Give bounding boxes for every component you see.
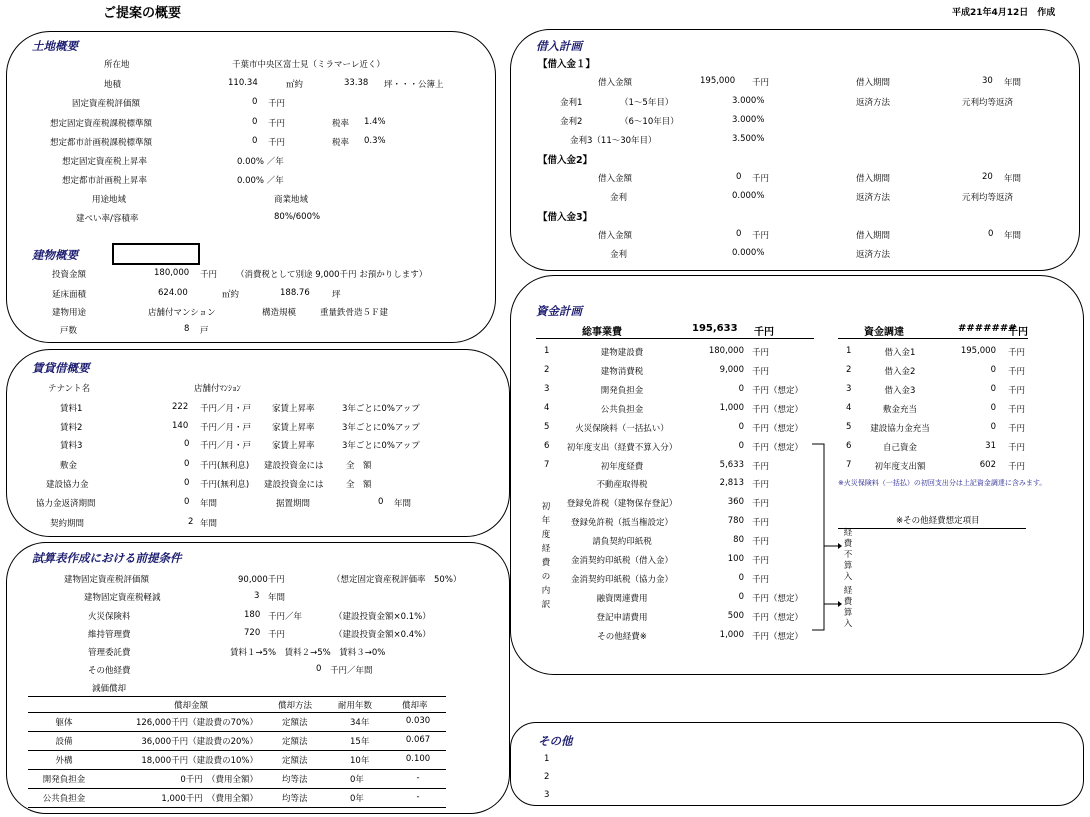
breakdown-row-value: 0 <box>738 573 744 583</box>
rent1-label: 賃料1 <box>60 404 83 414</box>
dep-table-top-rule <box>28 696 446 697</box>
rent2-unit: 千円／月・戸 <box>200 423 252 433</box>
dep-row-rule <box>28 750 446 751</box>
breakdown-row-label: 金消契約印紙税（借入金） <box>570 556 673 566</box>
breakdown-row-value: 780 <box>727 516 744 526</box>
city-std-value: 0 <box>252 136 258 146</box>
bldg-tax-note: （想定固定資産税評価率 50%） <box>332 575 462 585</box>
dep-row-name: 外構 <box>55 756 73 766</box>
dep-row-name: 開発負担金 <box>42 775 86 785</box>
breakdown-row-unit: 千円 <box>752 480 770 490</box>
land-section-title: 土地概要 <box>32 39 78 53</box>
dep-row-rate: 0.067 <box>405 735 431 745</box>
cost-row-label: 初年度経費 <box>600 462 644 472</box>
cost-total: 195,633 <box>692 323 738 334</box>
raise-row-value: 602 <box>979 460 996 470</box>
l2-rate-label: 金利 <box>610 193 628 203</box>
raise-row-label: 初年度支出額 <box>874 462 926 472</box>
l3-method-label: 返済方法 <box>856 250 891 260</box>
breakdown-row-unit: 千円 <box>752 575 770 585</box>
city-rise-value: 0.00% ／年 <box>237 176 284 186</box>
rent2-rise-value: 3年ごとに0%アップ <box>342 423 420 433</box>
dep-row-name: 公共負担金 <box>42 794 86 804</box>
l1-amount-unit: 千円 <box>752 78 770 88</box>
ratio-label: 建ぺい率/容積率 <box>76 214 139 224</box>
dep-row-rule <box>28 769 446 770</box>
dep-row-rate: - <box>416 773 420 783</box>
cost-row-value: 0 <box>738 441 744 451</box>
bracket-label-excluded: 経費不算入 <box>843 528 853 582</box>
breakdown-row-value: 2,813 <box>719 478 744 488</box>
maint-note: （建設投資金額×0.4%） <box>334 630 431 640</box>
raise-row-label: 建設協力金充当 <box>870 424 930 434</box>
l1-rate2-term: （6～10年目） <box>620 117 679 127</box>
raise-row-unit: 千円 <box>1008 386 1026 396</box>
dep-row-rate: 0.100 <box>405 754 431 764</box>
fire-insurance-note: ※火災保険料（一括払）の初回支出分は上記資金調達に含みます。 <box>838 479 1047 487</box>
cost-row-no: 7 <box>544 460 550 470</box>
cost-note: （消費税として別途 9,000千円 お預かりします） <box>236 270 428 280</box>
l2-amount-value: 0 <box>736 172 742 182</box>
l3-rate-value: 0.000% <box>732 248 765 258</box>
cost-row-no: 6 <box>544 441 550 451</box>
units-unit: 戸 <box>200 326 209 336</box>
bldg-red-label: 建物固定資産税軽減 <box>84 593 161 603</box>
l3-period-unit: 年間 <box>1004 231 1022 241</box>
other-exp-label: その他経費 <box>88 666 131 676</box>
units-value: 8 <box>184 324 190 334</box>
dep-row-method: 均等法 <box>282 794 308 804</box>
cost-unit: 千円 <box>200 270 218 280</box>
city-rate-value: 0.3% <box>364 136 386 146</box>
cost-row-unit: 千円 <box>752 462 770 472</box>
cost-value: 180,000 <box>154 268 190 278</box>
l2-amount-unit: 千円 <box>752 174 770 184</box>
l1-rate2-label: 金利2 <box>560 117 583 127</box>
zone-label: 用途地域 <box>92 195 127 205</box>
l1-rate1-value: 3.000% <box>732 96 765 106</box>
raise-row-unit: 千円 <box>1008 405 1026 415</box>
grace-label: 据置期間 <box>276 499 311 509</box>
rent2-rise-label: 家賃上昇率 <box>272 423 315 433</box>
dep-row-amount: 1,000千円 （費用全額） <box>161 794 258 804</box>
raise-row-value: 0 <box>990 422 996 432</box>
area-m2-unit: ㎡約 <box>286 80 304 90</box>
others-panel <box>510 722 1084 806</box>
cost-row-label: 初年度支出（経費不算入分） <box>566 443 678 453</box>
cost-row-unit: 千円 <box>752 367 770 377</box>
dep-row-method: 定額法 <box>282 756 308 766</box>
breakdown-row-value: 500 <box>727 611 744 621</box>
rent1-unit: 千円／月・戸 <box>200 404 252 414</box>
city-std-unit: 千円 <box>268 138 286 148</box>
others-item-1: 1 <box>544 754 550 764</box>
l1-rate3-label: 金利3（11～30年目） <box>570 136 657 146</box>
l1-rate2-value: 3.000% <box>732 115 765 125</box>
units-label: 戸数 <box>60 326 78 336</box>
l3-amount-unit: 千円 <box>752 231 770 241</box>
l1-period-unit: 年間 <box>1004 78 1022 88</box>
fire-unit: 千円／年 <box>268 612 303 622</box>
cost-row-no: 2 <box>544 365 550 375</box>
floor-tsubo: 188.76 <box>280 288 310 298</box>
dep-row-rule <box>28 807 446 808</box>
mgmt-value: 賃料１→5% 賃料２→5% 賃料３→0% <box>230 648 386 658</box>
dep-row-method: 定額法 <box>282 718 308 728</box>
funds-section-title: 資金計画 <box>536 304 582 318</box>
raise-row-value: 0 <box>990 403 996 413</box>
dep-row-name: 躯体 <box>55 718 73 728</box>
dep-row-amount: 0千円 （費用全額） <box>180 775 258 785</box>
page-title: ご提案の概要 <box>103 6 182 21</box>
l2-method-value: 元利均等返済 <box>962 193 1014 203</box>
maint-label: 維持管理費 <box>88 630 131 640</box>
cost-row-value: 5,633 <box>719 460 744 470</box>
l2-period-value: 20 <box>982 172 993 182</box>
rent1-value: 222 <box>172 402 189 412</box>
l1-rate1-term: （1～5年目） <box>620 98 674 108</box>
cost-row-unit: 千円 <box>752 348 770 358</box>
breakdown-row-unit: 千円（想定） <box>752 613 804 623</box>
l3-amount-label: 借入金額 <box>598 231 633 241</box>
fixed-std-label: 想定固定資産税課税標準額 <box>50 119 153 129</box>
rent2-label: 賃料2 <box>60 423 83 433</box>
loan1-title: 【借入金１】 <box>538 59 596 70</box>
area-m2: 110.34 <box>228 78 258 88</box>
loan-panel <box>510 29 1080 271</box>
breakdown-row-label: 請負契約印紙税 <box>592 537 652 547</box>
breakdown-row-label: 金消契約印紙税（協力金） <box>570 575 673 585</box>
cost-row-unit: 千円（想定） <box>752 405 804 415</box>
coop-period-value: 0 <box>184 497 190 507</box>
others-item-2: 2 <box>544 772 550 782</box>
breakdown-vertical-label: 初年度経費の内訳 <box>541 502 551 610</box>
others-item-3: 3 <box>544 790 550 800</box>
grace-unit: 年間 <box>394 499 412 509</box>
dep-row-years: 10年 <box>350 756 370 766</box>
fixed-rate-label: 税率 <box>332 119 350 129</box>
raise-row-label: 敷金充当 <box>882 405 917 415</box>
cost-title: 総事業費 <box>582 327 622 338</box>
raise-row-value: 0 <box>990 365 996 375</box>
creation-date: 平成21年4月12日 作成 <box>952 8 1056 18</box>
dep-row-years: 34年 <box>350 718 370 728</box>
breakdown-row-label: 登録免許税（建物保存登記） <box>566 499 678 509</box>
dep-row-rule <box>28 731 446 732</box>
cost-row-no: 1 <box>544 346 550 356</box>
fixed-std-value: 0 <box>252 117 258 127</box>
fixed-rise-label: 想定固定資産税上昇率 <box>62 157 148 167</box>
l3-amount-value: 0 <box>736 229 742 239</box>
rent3-rise-value: 3年ごとに0%アップ <box>342 441 420 451</box>
l1-amount-value: 195,000 <box>700 76 736 86</box>
deposit-note2: 全 額 <box>346 461 372 471</box>
city-rate-label: 税率 <box>332 138 350 148</box>
breakdown-row-unit: 千円 <box>752 518 770 528</box>
raise-row-no: 4 <box>846 403 852 413</box>
dep-row-amount: 18,000千円（建設費の10%） <box>141 756 258 766</box>
coop-unit: 千円(無利息) <box>200 480 250 490</box>
rent2-value: 140 <box>172 421 189 431</box>
rent3-unit: 千円／月・戸 <box>200 441 252 451</box>
breakdown-row-label: 登録免許税（抵当権設定） <box>570 518 673 528</box>
ratio-value: 80%/600% <box>274 212 321 222</box>
fixed-rate-value: 1.4% <box>364 117 386 127</box>
raise-row-no: 7 <box>846 460 852 470</box>
raise-row-label: 借入金3 <box>884 386 916 396</box>
location-label: 所在地 <box>104 60 130 70</box>
raise-row-no: 1 <box>846 346 852 356</box>
l1-method-label: 返済方法 <box>856 98 891 108</box>
raise-total: ####### <box>958 323 1017 334</box>
fixed-rise-value: 0.00% ／年 <box>237 157 284 167</box>
fire-label: 火災保険料 <box>88 612 131 622</box>
bldg-red-unit: 年間 <box>268 593 286 603</box>
others-section-title: その他 <box>538 734 573 748</box>
rent3-rise-label: 家賃上昇率 <box>272 441 315 451</box>
cost-row-unit: 千円（想定） <box>752 424 804 434</box>
other-exp-value: 0 <box>316 664 322 674</box>
rent1-rise-value: 3年ごとに0%アップ <box>342 404 420 414</box>
coop-period-label: 協力金返済期間 <box>36 499 96 509</box>
bldg-red-value: 3 <box>254 591 260 601</box>
loan3-title: 【借入金3】 <box>538 212 593 223</box>
dep-row-amount: 36,000千円（建設費の20%） <box>141 737 258 747</box>
floor-m2-unit: ㎡約 <box>222 290 240 300</box>
other-cost-rule <box>838 528 1026 529</box>
cost-row-value: 0 <box>738 422 744 432</box>
city-rise-label: 想定都市計画税上昇率 <box>62 176 148 186</box>
cost-row-label: 建物建設費 <box>600 348 644 358</box>
floor-label: 延床面積 <box>52 290 87 300</box>
dep-header-rate: 償却率 <box>402 701 428 711</box>
l3-period-value: 0 <box>988 229 994 239</box>
breakdown-row-unit: 千円（想定） <box>752 632 804 642</box>
dep-row-rate: - <box>416 792 420 802</box>
other-exp-unit: 千円／年間 <box>330 666 373 676</box>
coop-note1: 建設投資金には <box>264 480 324 490</box>
zone-value: 商業地域 <box>274 195 309 205</box>
dep-header-method: 償却方法 <box>278 701 313 711</box>
l2-amount-label: 借入金額 <box>598 174 633 184</box>
cost-row-value: 0 <box>738 384 744 394</box>
lease-section-title: 賃貸借概要 <box>32 361 90 375</box>
raise-row-label: 自己資金 <box>882 443 917 453</box>
breakdown-row-label: 登記申請費用 <box>596 613 648 623</box>
cost-total-unit: 千円 <box>754 327 774 338</box>
l1-period-value: 30 <box>982 76 993 86</box>
mgmt-label: 管理委託費 <box>88 648 131 658</box>
cost-row-value: 9,000 <box>719 365 744 375</box>
dep-row-years: 0年 <box>350 775 364 785</box>
coop-label: 建設協力金 <box>46 480 89 490</box>
raise-row-no: 5 <box>846 422 852 432</box>
breakdown-row-value: 100 <box>727 554 744 564</box>
struct-label: 構造規模 <box>262 308 297 318</box>
l1-method-value: 元利均等返済 <box>962 98 1014 108</box>
l2-period-unit: 年間 <box>1004 174 1022 184</box>
l1-period-label: 借入期間 <box>856 78 891 88</box>
raise-total-unit: 千円 <box>1008 327 1028 338</box>
coop-note2: 全 額 <box>346 480 372 490</box>
area-tsubo-unit: 坪・・・公簿上 <box>384 80 444 90</box>
raise-title-rule <box>838 338 1028 339</box>
breakdown-row-unit: 千円（想定） <box>752 594 804 604</box>
coop-period-unit: 年間 <box>200 499 218 509</box>
rent3-label: 賃料3 <box>60 441 83 451</box>
bracket-lines <box>812 440 842 636</box>
city-std-label: 想定都市計画税課税標準額 <box>50 138 153 148</box>
cost-label: 投資金額 <box>52 270 87 280</box>
use-value: 店舗付マンション <box>148 308 216 318</box>
grace-value: 0 <box>378 497 384 507</box>
raise-row-label: 借入金2 <box>884 367 916 377</box>
breakdown-row-unit: 千円 <box>752 499 770 509</box>
other-cost-title: ※その他経費想定項目 <box>896 516 980 526</box>
dep-row-rule <box>28 788 446 789</box>
l2-period-label: 借入期間 <box>856 174 891 184</box>
breakdown-row-label: その他経費※ <box>597 632 647 642</box>
raise-row-value: 0 <box>990 384 996 394</box>
tenant-value: 店舗付ﾏﾝｼｮﾝ <box>194 384 241 394</box>
tenant-label: テナント名 <box>48 384 91 394</box>
raise-row-no: 6 <box>846 441 852 451</box>
rent1-rise-label: 家賃上昇率 <box>272 404 315 414</box>
raise-row-unit: 千円 <box>1008 462 1026 472</box>
area-tsubo: 33.38 <box>344 78 369 88</box>
dep-row-rate: 0.030 <box>405 716 431 726</box>
fire-value: 180 <box>244 610 261 620</box>
deposit-note1: 建設投資金には <box>264 461 324 471</box>
tax-eval-value: 0 <box>252 97 258 107</box>
floor-m2: 624.00 <box>158 288 188 298</box>
raise-row-unit: 千円 <box>1008 443 1026 453</box>
maint-unit: 千円 <box>268 630 286 640</box>
cost-title-rule <box>536 338 814 339</box>
maint-value: 720 <box>244 628 261 638</box>
cost-row-no: 5 <box>544 422 550 432</box>
contract-unit: 年間 <box>200 519 218 529</box>
cost-row-value: 1,000 <box>719 403 744 413</box>
location-value: 千葉市中央区富士見（ミラマーレ近く） <box>232 60 385 70</box>
floor-tsubo-unit: 坪 <box>332 290 341 300</box>
cost-row-unit: 千円（想定） <box>752 443 804 453</box>
raise-row-unit: 千円 <box>1008 424 1026 434</box>
deposit-unit: 千円(無利息) <box>200 461 250 471</box>
contract-label: 契約期間 <box>50 519 85 529</box>
loan-section-title: 借入計画 <box>536 39 582 53</box>
deposit-value: 0 <box>184 459 190 469</box>
dep-row-amount: 126,000千円（建設費の70%） <box>135 718 258 728</box>
coop-value: 0 <box>184 478 190 488</box>
dep-row-name: 設備 <box>55 737 73 747</box>
depreciation-label: 減価償却 <box>92 684 127 694</box>
rent3-value: 0 <box>184 439 190 449</box>
raise-row-label: 借入金1 <box>884 348 916 358</box>
bldg-tax-value: 90,000千円 <box>238 575 285 585</box>
cost-row-unit: 千円（想定） <box>752 386 804 396</box>
cost-row-label: 公共負担金 <box>600 405 644 415</box>
bracket-label-included: 経費算入 <box>843 586 853 629</box>
dep-row-years: 15年 <box>350 737 370 747</box>
struct-value: 重量鉄骨造５Ｆ建 <box>320 308 389 318</box>
breakdown-row-value: 0 <box>738 592 744 602</box>
dep-header-years: 耐用年数 <box>338 701 373 711</box>
l1-rate3-value: 3.500% <box>732 134 765 144</box>
deposit-label: 敷金 <box>60 461 78 471</box>
dep-header-amount: 償却金額 <box>174 701 209 711</box>
l2-rate-value: 0.000% <box>732 191 765 201</box>
cost-row-label: 火災保険料（一括払い） <box>575 424 669 434</box>
l3-rate-label: 金利 <box>610 250 628 260</box>
contract-value: 2 <box>188 517 194 527</box>
cost-row-value: 180,000 <box>708 346 744 356</box>
raise-row-value: 31 <box>985 441 996 451</box>
dep-row-method: 定額法 <box>282 737 308 747</box>
dep-row-method: 均等法 <box>282 775 308 785</box>
breakdown-row-label: 不動産取得税 <box>596 480 648 490</box>
breakdown-row-unit: 千円 <box>752 537 770 547</box>
loan2-title: 【借入金2】 <box>538 155 593 166</box>
dep-table-header-rule <box>28 712 446 713</box>
fire-note: （建設投資金額×0.1%） <box>334 612 431 622</box>
cost-row-no: 3 <box>544 384 550 394</box>
use-label: 建物用途 <box>52 308 87 318</box>
tax-eval-label: 固定資産税評価額 <box>72 99 141 109</box>
selected-cell[interactable] <box>112 243 200 265</box>
l1-rate1-label: 金利1 <box>560 98 583 108</box>
l3-period-label: 借入期間 <box>856 231 891 241</box>
l1-amount-label: 借入金額 <box>598 78 633 88</box>
raise-row-unit: 千円 <box>1008 367 1026 377</box>
area-label: 地積 <box>104 80 122 90</box>
cost-row-label: 建物消費税 <box>600 367 644 377</box>
cost-row-label: 開発負担金 <box>600 386 644 396</box>
breakdown-row-unit: 千円 <box>752 556 770 566</box>
fixed-std-unit: 千円 <box>268 119 286 129</box>
raise-title: 資金調達 <box>864 327 904 338</box>
dep-row-years: 0年 <box>350 794 364 804</box>
tax-eval-unit: 千円 <box>268 99 286 109</box>
l2-method-label: 返済方法 <box>856 193 891 203</box>
premise-section-title: 試算表作成における前提条件 <box>32 551 182 565</box>
raise-row-no: 3 <box>846 384 852 394</box>
breakdown-row-label: 融資関連費用 <box>596 594 648 604</box>
raise-row-value: 195,000 <box>960 346 996 356</box>
breakdown-row-value: 80 <box>733 535 744 545</box>
bldg-tax-label: 建物固定資産税評価額 <box>64 575 150 585</box>
breakdown-row-value: 360 <box>727 497 744 507</box>
cost-row-no: 4 <box>544 403 550 413</box>
building-section-title: 建物概要 <box>32 248 78 262</box>
raise-row-no: 2 <box>846 365 852 375</box>
breakdown-row-value: 1,000 <box>719 630 744 640</box>
raise-row-unit: 千円 <box>1008 348 1026 358</box>
